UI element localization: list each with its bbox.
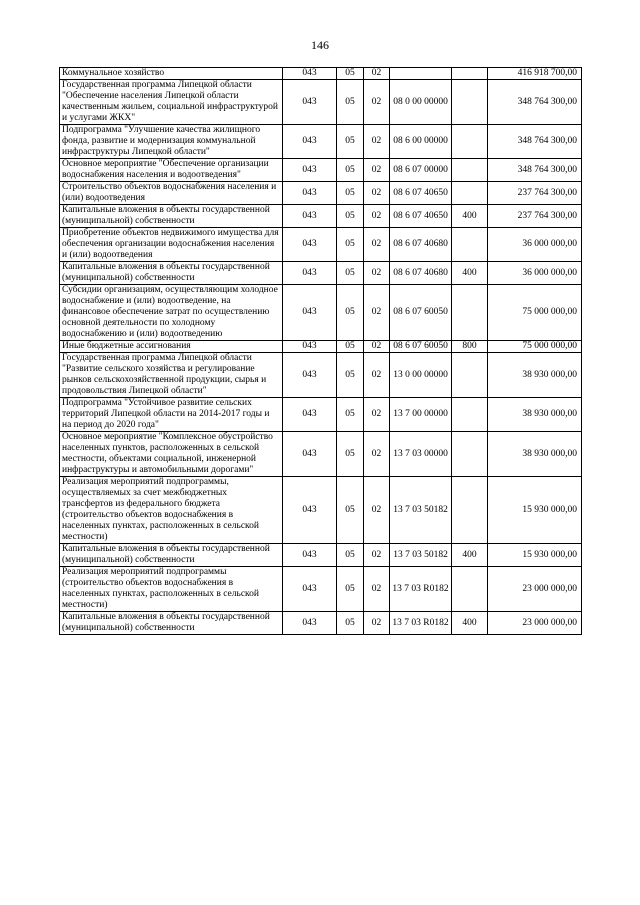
- row-name: Реализация мероприятий подпрограммы (строительство объектов водоснабжения в населенных пунктах, расположенных в сельской местности): [60, 567, 283, 612]
- row-section: 05: [337, 341, 364, 353]
- row-section: 05: [337, 567, 364, 612]
- row-amount: 36 000 000,00: [488, 262, 582, 285]
- row-ministry: 043: [283, 432, 337, 477]
- row-name: Реализация мероприятий подпрограммы, осуществляемых за счет межбюджетных трансфертов из федерального бюджета (строительство объектов водоснабжения в населенных пунктах, расположенных в сельской местности): [60, 477, 283, 544]
- row-section: 05: [337, 544, 364, 567]
- row-target-article: 13 7 00 00000: [390, 398, 452, 432]
- row-expense-type: [452, 432, 488, 477]
- row-section: 05: [337, 68, 364, 80]
- table-row: [60, 285, 582, 341]
- row-section: 05: [337, 182, 364, 205]
- row-ministry: 043: [283, 205, 337, 228]
- row-subsection: 02: [364, 285, 390, 341]
- row-subsection: 02: [364, 228, 390, 262]
- row-expense-type: 400: [452, 262, 488, 285]
- row-subsection: 02: [364, 353, 390, 398]
- row-name: Капитальные вложения в объекты государственной (муниципальной) собственности: [60, 262, 283, 285]
- row-expense-type: 400: [452, 205, 488, 228]
- row-section: 05: [337, 205, 364, 228]
- row-subsection: 02: [364, 125, 390, 159]
- row-section: 05: [337, 80, 364, 125]
- row-ministry: 043: [283, 159, 337, 182]
- row-name: Капитальные вложения в объекты государственной (муниципальной) собственности: [60, 544, 283, 567]
- row-target-article: 13 7 03 00000: [390, 432, 452, 477]
- row-amount: 237 764 300,00: [488, 182, 582, 205]
- row-section: 05: [337, 432, 364, 477]
- row-name: Основное мероприятие "Комплексное обустройство населенных пунктов, расположенных в сельской местности, объектами социальной, инженерной инфраструктуры и автомобильными дорогами": [60, 432, 283, 477]
- row-expense-type: [452, 228, 488, 262]
- row-target-article: 08 0 00 00000: [390, 80, 452, 125]
- row-amount: 36 000 000,00: [488, 228, 582, 262]
- row-amount: 348 764 300,00: [488, 80, 582, 125]
- row-expense-type: [452, 182, 488, 205]
- row-amount: 75 000 000,00: [488, 341, 582, 353]
- budget-table: [59, 67, 582, 635]
- table-row: [60, 159, 582, 182]
- table-row: [60, 205, 582, 228]
- row-target-article: [390, 68, 452, 80]
- row-target-article: 08 6 07 40680: [390, 228, 452, 262]
- row-expense-type: [452, 159, 488, 182]
- row-subsection: 02: [364, 398, 390, 432]
- row-target-article: 13 7 03 50182: [390, 477, 452, 544]
- row-subsection: 02: [364, 159, 390, 182]
- table-row: [60, 432, 582, 477]
- row-expense-type: [452, 353, 488, 398]
- row-ministry: 043: [283, 285, 337, 341]
- row-expense-type: 800: [452, 341, 488, 353]
- row-amount: 416 918 700,00: [488, 68, 582, 80]
- row-expense-type: [452, 285, 488, 341]
- row-name: Капитальные вложения в объекты государственной (муниципальной) собственности: [60, 205, 283, 228]
- row-ministry: 043: [283, 544, 337, 567]
- row-name: Приобретение объектов недвижимого имущества для обеспечения организации водоснабжения населения и (или) водоотведения: [60, 228, 283, 262]
- row-name: Основное мероприятие "Обеспечение организации водоснабжения населения и водоотведения": [60, 159, 283, 182]
- row-amount: 23 000 000,00: [488, 612, 582, 635]
- row-target-article: 08 6 07 60050: [390, 341, 452, 353]
- row-name: Подпрограмма "Улучшение качества жилищного фонда, развитие и модернизация коммунальной инфраструктуры Липецкой области": [60, 125, 283, 159]
- row-section: 05: [337, 353, 364, 398]
- row-name: Коммунальное хозяйство: [60, 68, 283, 80]
- row-subsection: 02: [364, 477, 390, 544]
- table-row: [60, 182, 582, 205]
- table-row: [60, 125, 582, 159]
- row-expense-type: [452, 125, 488, 159]
- row-ministry: 043: [283, 68, 337, 80]
- row-amount: 23 000 000,00: [488, 567, 582, 612]
- row-amount: 38 930 000,00: [488, 432, 582, 477]
- row-section: 05: [337, 125, 364, 159]
- table-row: [60, 612, 582, 635]
- row-target-article: 08 6 07 40650: [390, 205, 452, 228]
- row-name: Государственная программа Липецкой области "Обеспечение населения Липецкой области качественным жильем, социальной инфраструктурой и услугами ЖКХ": [60, 80, 283, 125]
- table-row: [60, 544, 582, 567]
- row-expense-type: 400: [452, 544, 488, 567]
- row-name: Иные бюджетные ассигнования: [60, 341, 283, 353]
- row-amount: 15 930 000,00: [488, 477, 582, 544]
- row-subsection: 02: [364, 262, 390, 285]
- row-target-article: 13 7 03 R0182: [390, 612, 452, 635]
- row-subsection: 02: [364, 567, 390, 612]
- table-row: [60, 262, 582, 285]
- page-number: 146: [311, 38, 329, 52]
- row-section: 05: [337, 159, 364, 182]
- row-amount: 348 764 300,00: [488, 125, 582, 159]
- row-ministry: 043: [283, 125, 337, 159]
- table-row: [60, 341, 582, 353]
- row-section: 05: [337, 228, 364, 262]
- row-target-article: 08 6 07 40680: [390, 262, 452, 285]
- row-ministry: 043: [283, 353, 337, 398]
- row-section: 05: [337, 285, 364, 341]
- row-expense-type: 400: [452, 612, 488, 635]
- row-section: 05: [337, 477, 364, 544]
- table-row: [60, 228, 582, 262]
- table-row: [60, 477, 582, 544]
- row-subsection: 02: [364, 341, 390, 353]
- row-subsection: 02: [364, 68, 390, 80]
- row-ministry: 043: [283, 567, 337, 612]
- row-ministry: 043: [283, 612, 337, 635]
- row-target-article: 13 7 03 50182: [390, 544, 452, 567]
- row-amount: 15 930 000,00: [488, 544, 582, 567]
- row-ministry: 043: [283, 228, 337, 262]
- row-name: Субсидии организациям, осуществляющим холодное водоснабжение и (или) водоотведение, на финансовое обеспечение затрат по осуществлению основной деятельности по холодному водоснабжению и (или) водоотведению: [60, 285, 283, 341]
- row-expense-type: [452, 477, 488, 544]
- row-ministry: 043: [283, 80, 337, 125]
- row-target-article: 08 6 07 00000: [390, 159, 452, 182]
- row-subsection: 02: [364, 182, 390, 205]
- row-subsection: 02: [364, 205, 390, 228]
- row-section: 05: [337, 612, 364, 635]
- row-subsection: 02: [364, 612, 390, 635]
- row-subsection: 02: [364, 80, 390, 125]
- row-expense-type: [452, 398, 488, 432]
- row-expense-type: [452, 567, 488, 612]
- row-amount: 38 930 000,00: [488, 353, 582, 398]
- row-target-article: 08 6 07 40650: [390, 182, 452, 205]
- row-target-article: 13 0 00 00000: [390, 353, 452, 398]
- row-expense-type: [452, 80, 488, 125]
- row-ministry: 043: [283, 341, 337, 353]
- row-section: 05: [337, 398, 364, 432]
- row-target-article: 08 6 00 00000: [390, 125, 452, 159]
- table-row: [60, 353, 582, 398]
- row-amount: 38 930 000,00: [488, 398, 582, 432]
- row-target-article: 13 7 03 R0182: [390, 567, 452, 612]
- row-name: Строительство объектов водоснабжения населения и (или) водоотведения: [60, 182, 283, 205]
- row-ministry: 043: [283, 398, 337, 432]
- row-subsection: 02: [364, 544, 390, 567]
- row-subsection: 02: [364, 432, 390, 477]
- row-target-article: 08 6 07 60050: [390, 285, 452, 341]
- row-name: Подпрограмма "Устойчивое развитие сельских территорий Липецкой области на 2014-2017 годы и на период до 2020 года": [60, 398, 283, 432]
- row-ministry: 043: [283, 182, 337, 205]
- row-amount: 348 764 300,00: [488, 159, 582, 182]
- table-row: [60, 398, 582, 432]
- row-amount: 237 764 300,00: [488, 205, 582, 228]
- budget-table-body: [60, 68, 582, 635]
- table-row: [60, 80, 582, 125]
- table-row: [60, 567, 582, 612]
- row-expense-type: [452, 68, 488, 80]
- row-ministry: 043: [283, 477, 337, 544]
- row-section: 05: [337, 262, 364, 285]
- row-name: Капитальные вложения в объекты государственной (муниципальной) собственности: [60, 612, 283, 635]
- row-ministry: 043: [283, 262, 337, 285]
- row-name: Государственная программа Липецкой области "Развитие сельского хозяйства и регулирование рынков сельскохозяйственной продукции, сырья и продовольствия Липецкой области": [60, 353, 283, 398]
- row-amount: 75 000 000,00: [488, 285, 582, 341]
- table-row: [60, 68, 582, 80]
